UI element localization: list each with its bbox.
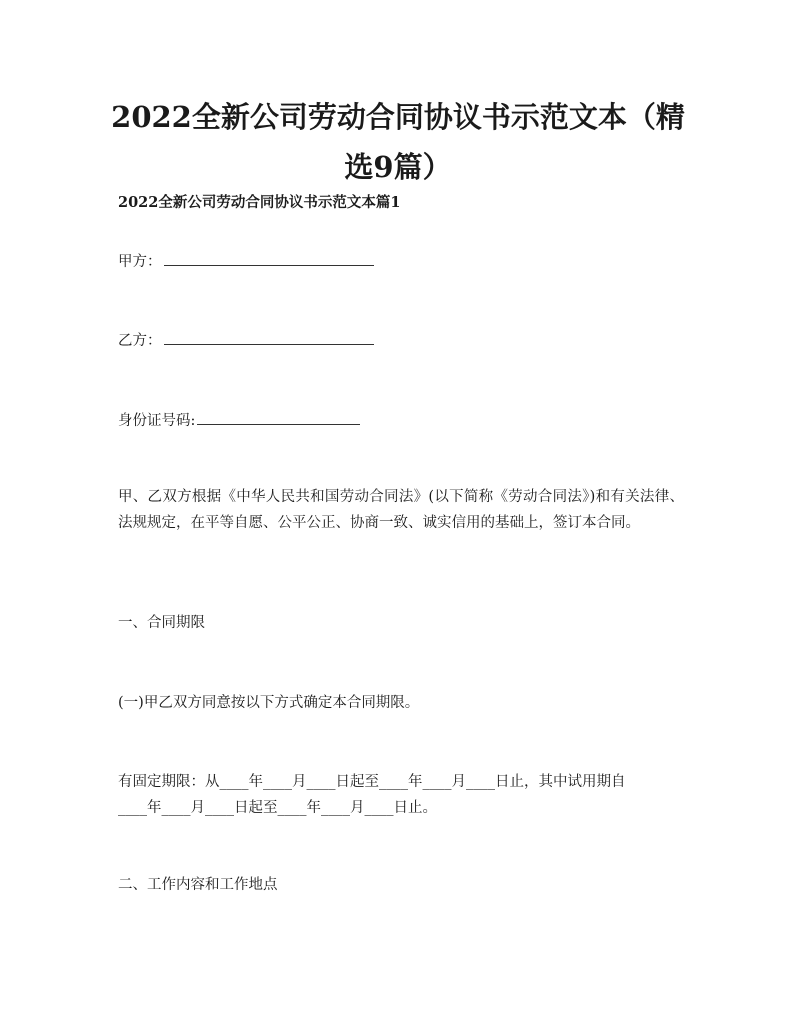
clause-1-sub: (一)甲乙双方同意按以下方式确定本合同期限。	[118, 695, 420, 711]
fixed-term-line-2: ____年____月____日起至____年____月____日止。	[118, 800, 437, 816]
party-b-row	[118, 328, 684, 354]
fixed-term-line-1: 有固定期限：从____年____月____日起至____年____月____日止，其中试用期自	[118, 774, 626, 790]
party-b-blank-line	[164, 329, 374, 345]
clause-1-heading: 一、合同期限	[118, 615, 205, 631]
document-title-line-1: 2022全新公司劳动合同协议书示范文本（精	[111, 100, 685, 134]
document-title	[100, 92, 696, 192]
clause-2-heading: 二、工作内容和工作地点	[118, 877, 278, 893]
section-heading: 2022全新公司劳动合同协议书示范文本篇1	[118, 194, 401, 211]
party-a-label: 甲方：	[118, 254, 162, 270]
id-number-row	[118, 408, 684, 434]
party-a-blank-line	[164, 250, 374, 266]
id-number-label: 身份证号码:	[118, 413, 196, 429]
id-number-blank-line	[197, 409, 360, 425]
document-title-line-2: 选9篇）	[344, 150, 452, 184]
party-a-row	[118, 249, 684, 275]
intro-paragraph: 甲、乙双方根据《中华人民共和国劳动合同法》(以下简称《劳动合同法》)和有关法律、法规规定，在平等自愿、公平公正、协商一致、诚实信用的基础上，签订本合同。	[118, 489, 684, 531]
party-b-label: 乙方：	[118, 333, 162, 349]
